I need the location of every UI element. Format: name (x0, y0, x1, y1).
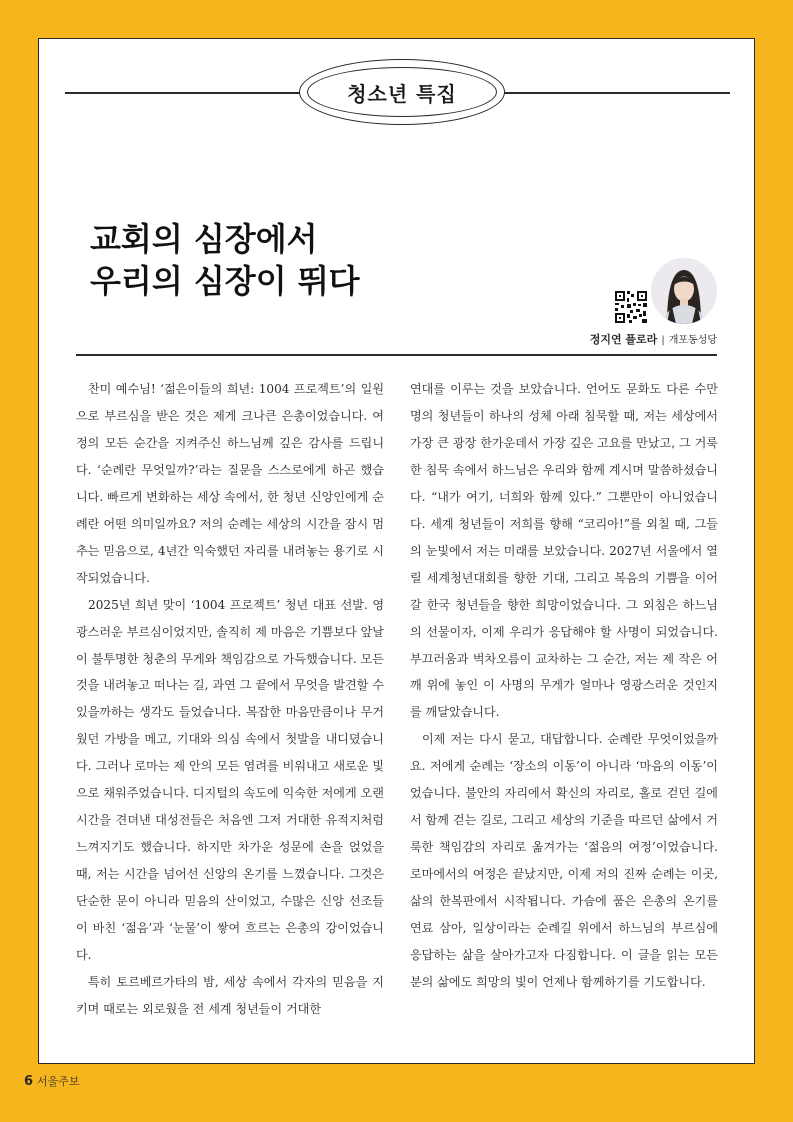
article-title (90, 218, 360, 302)
author-byline (590, 331, 717, 347)
author-photo (651, 258, 717, 324)
section-tab (299, 59, 505, 125)
body-column-right (410, 376, 718, 996)
body-paragraph: 찬미 예수님! ‘젊은이들의 희년: 1004 프로젝트’의 일원으로 부르심을 받은 것은 제게 크나큰 은총이었습니다. 여정의 모든 순간을 지켜주신 하느님께 깊은 감사를 드립니다. ‘순례란 무엇일까?’라는 질문을 스스로에게 하곤 했습니다. 빠르게 변화하는 세상 속에서, 한 청년 신앙인에게 순례란 어떤 의미일까요? 저의 순례는 세상의 시간을 잠시 멈추는 믿음으로, 4년간 익숙했던 자리를 내려놓는 용기로 시작되었습니다. (76, 382, 384, 585)
body-paragraph: 이제 저는 다시 묻고, 대답합니다. 순례란 무엇이었을까요. 저에게 순례는 ‘장소의 이동’이 아니라 ‘마음의 이동’이었습니다. 불안의 자리에서 확신의 자리로, 홀로 걷던 길에서 함께 걷는 길로, 그리고 세상의 기준을 따르던 삶에서 거룩한 책임감의 자리로 옮겨가는 ‘젊음의 여정’이었습니다. 로마에서의 여정은 끝났지만, 이제 저의 진짜 순례는 이곳, 삶의 한복판에서 시작됩니다. 가슴에 품은 은총의 온기를 연료 삼아, 일상이라는 순례길 위에서 하느님의 부르심에 응답하는 삶을 살아가고자 다짐합니다. 이 글을 읽는 모든 분의 삶에도 희망의 빛이 언제나 함께하기를 기도합니다. (410, 732, 718, 989)
byline-separator: | (661, 335, 665, 346)
qr-code-icon[interactable] (614, 290, 648, 324)
publication-name: 서울주보 (37, 1075, 80, 1088)
title-line-2: 우리의 심장이 뛰다 (90, 262, 360, 300)
section-label: 청소년 특집 (307, 67, 497, 117)
body-column-left (76, 376, 384, 1023)
author-parish: 개포동성당 (668, 335, 717, 346)
author-name: 정지연 플로라 (589, 333, 658, 346)
header-line-right (503, 92, 730, 94)
page-number: 6 (24, 1074, 34, 1089)
body-paragraph: 특히 토르베르가타의 밤, 세상 속에서 각자의 믿음을 지키며 때로는 외로웠을 전 세계 청년들이 거대한 (76, 974, 384, 1016)
body-paragraph: 연대를 이루는 것을 보았습니다. 언어도 문화도 다른 수만 명의 청년들이 하나의 성체 아래 침묵할 때, 저는 세상에서 가장 큰 광장 한가운데서 가장 깊은 고요를 만났고, 그 거룩한 침묵 속에서 하느님은 우리와 함께 계시며 말씀하셨습니다. “내가 여기, 너희와 함께 있다.” 그뿐만이 아니었습니다. 세계 청년들이 저희를 향해 “코리아!”를 외칠 때, 그들의 눈빛에서 저는 미래를 보았습니다. 2027년 서울에서 열릴 세계청년대회를 향한 기대, 그리고 복음의 기쁨을 이어갈 한국 청년들을 향한 희망이었습니다. 그 외침은 하느님의 선물이자, 이제 우리가 응답해야 할 사명이 되었습니다. 부끄러움과 벅차오름이 교차하는 그 순간, 저는 제 작은 어깨 위에 놓인 이 사명의 무게가 얼마나 영광스러운 것인지를 깨달았습니다. (410, 382, 718, 720)
title-divider (76, 354, 717, 356)
title-line-1: 교회의 심장에서 (90, 220, 318, 258)
header-line-left (65, 92, 301, 94)
body-paragraph: 2025년 희년 맞이 ‘1004 프로젝트’ 청년 대표 선발. 영광스러운 부르심이었지만, 솔직히 제 마음은 기쁨보다 앞날이 불투명한 청춘의 무게와 책임감으로 가득했습니다. 모든 것을 내려놓고 떠나는 길, 과연 그 끝에서 무엇을 발견할 수 있을까하는 생각도 들었습니다. 복잡한 마음만큼이나 무거웠던 가방을 메고, 기대와 의심 속에서 첫발을 내디뎠습니다. 그러나 로마는 제 안의 모든 염려를 비워내고 새로운 빛으로 채워주었습니다. 디지털의 속도에 익숙한 저에게 오랜 시간을 견뎌낸 대성전들은 처음엔 그저 거대한 유적지처럼 느껴지기도 했습니다. 하지만 차가운 성문에 손을 얹었을 때, 저는 시간을 넘어선 신앙의 온기를 느꼈습니다. 그것은 단순한 문이 아니라 믿음의 산이었고, 수많은 신앙 선조들이 바친 ‘젊음’과 ‘눈물’이 쌓여 흐르는 은총의 강이었습니다. (76, 597, 384, 963)
page-footer (24, 1073, 80, 1089)
